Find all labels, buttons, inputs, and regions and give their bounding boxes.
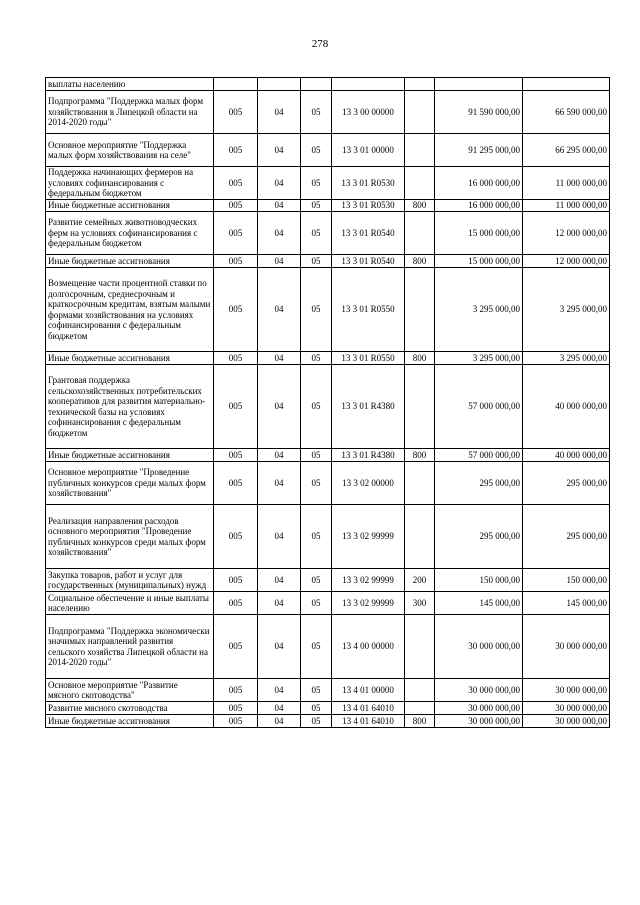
target-article-cell: 13 3 01 R0530 (332, 200, 405, 212)
row-name-cell: Основное мероприятие "Проведение публичных конкурсов среди малых форм хозяйствования" (46, 462, 214, 505)
expense-type-cell (405, 91, 435, 134)
admin-code-cell: 005 (214, 569, 258, 592)
amount-1-cell: 3 295 000,00 (435, 352, 523, 365)
row-name-cell: Закупка товаров, работ и услуг для государственных (муниципальных) нужд (46, 569, 214, 592)
table-row (46, 679, 610, 702)
target-article-cell: 13 3 02 99999 (332, 592, 405, 615)
subsection-cell (301, 78, 332, 91)
row-name-cell: Иные бюджетные ассигнования (46, 352, 214, 365)
target-article-cell: 13 3 02 99999 (332, 505, 405, 569)
amount-2-cell: 295 000,00 (523, 505, 610, 569)
admin-code-cell: 005 (214, 615, 258, 679)
table-row (46, 134, 610, 167)
admin-code-cell: 005 (214, 352, 258, 365)
row-name-cell: Социальное обеспечение и иные выплаты населению (46, 592, 214, 615)
expense-type-cell: 800 (405, 715, 435, 728)
subsection-cell: 05 (301, 365, 332, 449)
amount-2-cell: 30 000 000,00 (523, 615, 610, 679)
admin-code-cell: 005 (214, 134, 258, 167)
page-number: 278 (311, 38, 329, 50)
section-cell: 04 (258, 679, 301, 702)
amount-2-cell: 150 000,00 (523, 569, 610, 592)
expense-type-cell (405, 78, 435, 91)
amount-1-cell: 15 000 000,00 (435, 212, 523, 255)
expense-type-cell (405, 462, 435, 505)
amount-1-cell: 57 000 000,00 (435, 365, 523, 449)
amount-1-cell (435, 78, 523, 91)
row-name-cell: Развитие семейных животноводческих ферм на условиях софинансирования с федеральным бюджетом (46, 212, 214, 255)
amount-1-cell: 150 000,00 (435, 569, 523, 592)
amount-2-cell: 12 000 000,00 (523, 255, 610, 268)
target-article-cell: 13 3 01 R0550 (332, 352, 405, 365)
budget-table (45, 77, 610, 728)
admin-code-cell: 005 (214, 268, 258, 352)
table-row (46, 615, 610, 679)
admin-code-cell: 005 (214, 91, 258, 134)
target-article-cell: 13 3 01 R0530 (332, 167, 405, 200)
amount-1-cell: 295 000,00 (435, 505, 523, 569)
row-name-cell: Иные бюджетные ассигнования (46, 255, 214, 268)
admin-code-cell: 005 (214, 167, 258, 200)
table-row (46, 255, 610, 268)
amount-2-cell: 295 000,00 (523, 462, 610, 505)
amount-1-cell: 30 000 000,00 (435, 715, 523, 728)
subsection-cell: 05 (301, 615, 332, 679)
target-article-cell: 13 3 01 R0540 (332, 212, 405, 255)
amount-1-cell: 16 000 000,00 (435, 200, 523, 212)
target-article-cell: 13 3 01 R0540 (332, 255, 405, 268)
row-name-cell: выплаты населению (46, 78, 214, 91)
section-cell: 04 (258, 167, 301, 200)
target-article-cell: 13 3 01 R0550 (332, 268, 405, 352)
section-cell: 04 (258, 352, 301, 365)
expense-type-cell (405, 268, 435, 352)
expense-type-cell: 200 (405, 569, 435, 592)
subsection-cell: 05 (301, 268, 332, 352)
amount-1-cell: 295 000,00 (435, 462, 523, 505)
row-name-cell: Основное мероприятие "Развитие мясного скотоводства" (46, 679, 214, 702)
expense-type-cell (405, 615, 435, 679)
amount-2-cell: 66 590 000,00 (523, 91, 610, 134)
admin-code-cell: 005 (214, 200, 258, 212)
amount-2-cell: 3 295 000,00 (523, 352, 610, 365)
table-row (46, 268, 610, 352)
target-article-cell: 13 3 02 00000 (332, 462, 405, 505)
expense-type-cell (405, 212, 435, 255)
section-cell: 04 (258, 615, 301, 679)
table-row (46, 702, 610, 715)
table-row (46, 78, 610, 91)
table-row (46, 212, 610, 255)
amount-2-cell: 30 000 000,00 (523, 702, 610, 715)
admin-code-cell: 005 (214, 505, 258, 569)
amount-1-cell: 30 000 000,00 (435, 702, 523, 715)
subsection-cell: 05 (301, 679, 332, 702)
section-cell: 04 (258, 715, 301, 728)
table-row (46, 91, 610, 134)
table-row (46, 715, 610, 728)
expense-type-cell (405, 365, 435, 449)
section-cell: 04 (258, 91, 301, 134)
subsection-cell: 05 (301, 167, 332, 200)
subsection-cell: 05 (301, 462, 332, 505)
expense-type-cell: 800 (405, 255, 435, 268)
section-cell: 04 (258, 134, 301, 167)
admin-code-cell: 005 (214, 449, 258, 462)
expense-type-cell: 300 (405, 592, 435, 615)
row-name-cell: Подпрограмма "Поддержка экономически значимых направлений развития сельского хозяйства Липецкой области на 2014-2020 годы" (46, 615, 214, 679)
row-name-cell: Возмещение части процентной ставки по долгосрочным, среднесрочным и краткосрочным кредитам, взятым малыми формами хозяйствования на условиях софинансирования с федеральным бюджетом (46, 268, 214, 352)
amount-2-cell: 3 295 000,00 (523, 268, 610, 352)
amount-2-cell: 12 000 000,00 (523, 212, 610, 255)
table-body (46, 78, 610, 728)
subsection-cell: 05 (301, 569, 332, 592)
row-name-cell: Иные бюджетные ассигнования (46, 449, 214, 462)
section-cell: 04 (258, 505, 301, 569)
row-name-cell: Подпрограмма "Поддержка малых форм хозяйствования в Липецкой области на 2014-2020 годы" (46, 91, 214, 134)
target-article-cell: 13 3 01 R4380 (332, 365, 405, 449)
table-row (46, 449, 610, 462)
target-article-cell: 13 4 01 64010 (332, 715, 405, 728)
target-article-cell: 13 4 01 64010 (332, 702, 405, 715)
admin-code-cell: 005 (214, 255, 258, 268)
subsection-cell: 05 (301, 449, 332, 462)
subsection-cell: 05 (301, 715, 332, 728)
subsection-cell: 05 (301, 212, 332, 255)
row-name-cell: Иные бюджетные ассигнования (46, 715, 214, 728)
amount-2-cell: 40 000 000,00 (523, 449, 610, 462)
section-cell: 04 (258, 268, 301, 352)
section-cell: 04 (258, 449, 301, 462)
row-name-cell: Грантовая поддержка сельскохозяйственных потребительских кооперативов для развития материально-технической базы на условиях софинансирования с федеральным бюджетом (46, 365, 214, 449)
amount-2-cell (523, 78, 610, 91)
target-article-cell: 13 4 01 00000 (332, 679, 405, 702)
row-name-cell: Поддержка начинающих фермеров на условиях софинансирования с федеральным бюджетом (46, 167, 214, 200)
admin-code-cell: 005 (214, 365, 258, 449)
amount-1-cell: 57 000 000,00 (435, 449, 523, 462)
section-cell: 04 (258, 212, 301, 255)
subsection-cell: 05 (301, 592, 332, 615)
table-row (46, 592, 610, 615)
amount-2-cell: 30 000 000,00 (523, 679, 610, 702)
table-row (46, 200, 610, 212)
amount-2-cell: 30 000 000,00 (523, 715, 610, 728)
amount-2-cell: 40 000 000,00 (523, 365, 610, 449)
target-article-cell: 13 3 02 99999 (332, 569, 405, 592)
section-cell: 04 (258, 569, 301, 592)
amount-1-cell: 15 000 000,00 (435, 255, 523, 268)
expense-type-cell: 800 (405, 352, 435, 365)
subsection-cell: 05 (301, 702, 332, 715)
row-name-cell: Иные бюджетные ассигнования (46, 200, 214, 212)
amount-1-cell: 30 000 000,00 (435, 679, 523, 702)
expense-type-cell: 800 (405, 200, 435, 212)
amount-1-cell: 145 000,00 (435, 592, 523, 615)
target-article-cell: 13 3 01 R4380 (332, 449, 405, 462)
section-cell: 04 (258, 255, 301, 268)
expense-type-cell (405, 679, 435, 702)
amount-1-cell: 3 295 000,00 (435, 268, 523, 352)
admin-code-cell (214, 78, 258, 91)
target-article-cell (332, 78, 405, 91)
table-row (46, 462, 610, 505)
amount-2-cell: 66 295 000,00 (523, 134, 610, 167)
target-article-cell: 13 3 01 00000 (332, 134, 405, 167)
section-cell: 04 (258, 462, 301, 505)
expense-type-cell (405, 134, 435, 167)
table-row (46, 167, 610, 200)
subsection-cell: 05 (301, 134, 332, 167)
target-article-cell: 13 3 00 00000 (332, 91, 405, 134)
section-cell (258, 78, 301, 91)
amount-1-cell: 91 295 000,00 (435, 134, 523, 167)
admin-code-cell: 005 (214, 702, 258, 715)
admin-code-cell: 005 (214, 462, 258, 505)
amount-1-cell: 91 590 000,00 (435, 91, 523, 134)
table-row (46, 352, 610, 365)
admin-code-cell: 005 (214, 212, 258, 255)
amount-2-cell: 11 000 000,00 (523, 167, 610, 200)
target-article-cell: 13 4 00 00000 (332, 615, 405, 679)
expense-type-cell (405, 702, 435, 715)
admin-code-cell: 005 (214, 715, 258, 728)
row-name-cell: Основное мероприятие "Поддержка малых форм хозяйствования на селе" (46, 134, 214, 167)
subsection-cell: 05 (301, 505, 332, 569)
table-row (46, 569, 610, 592)
expense-type-cell (405, 505, 435, 569)
row-name-cell: Развитие мясного скотоводства (46, 702, 214, 715)
section-cell: 04 (258, 200, 301, 212)
expense-type-cell: 800 (405, 449, 435, 462)
subsection-cell: 05 (301, 200, 332, 212)
table-row (46, 505, 610, 569)
amount-1-cell: 30 000 000,00 (435, 615, 523, 679)
section-cell: 04 (258, 365, 301, 449)
table-row (46, 365, 610, 449)
subsection-cell: 05 (301, 352, 332, 365)
amount-2-cell: 11 000 000,00 (523, 200, 610, 212)
subsection-cell: 05 (301, 91, 332, 134)
subsection-cell: 05 (301, 255, 332, 268)
admin-code-cell: 005 (214, 679, 258, 702)
amount-1-cell: 16 000 000,00 (435, 167, 523, 200)
row-name-cell: Реализация направления расходов основного мероприятия "Проведение публичных конкурсов среди малых форм хозяйствования" (46, 505, 214, 569)
admin-code-cell: 005 (214, 592, 258, 615)
section-cell: 04 (258, 592, 301, 615)
section-cell: 04 (258, 702, 301, 715)
amount-2-cell: 145 000,00 (523, 592, 610, 615)
expense-type-cell (405, 167, 435, 200)
